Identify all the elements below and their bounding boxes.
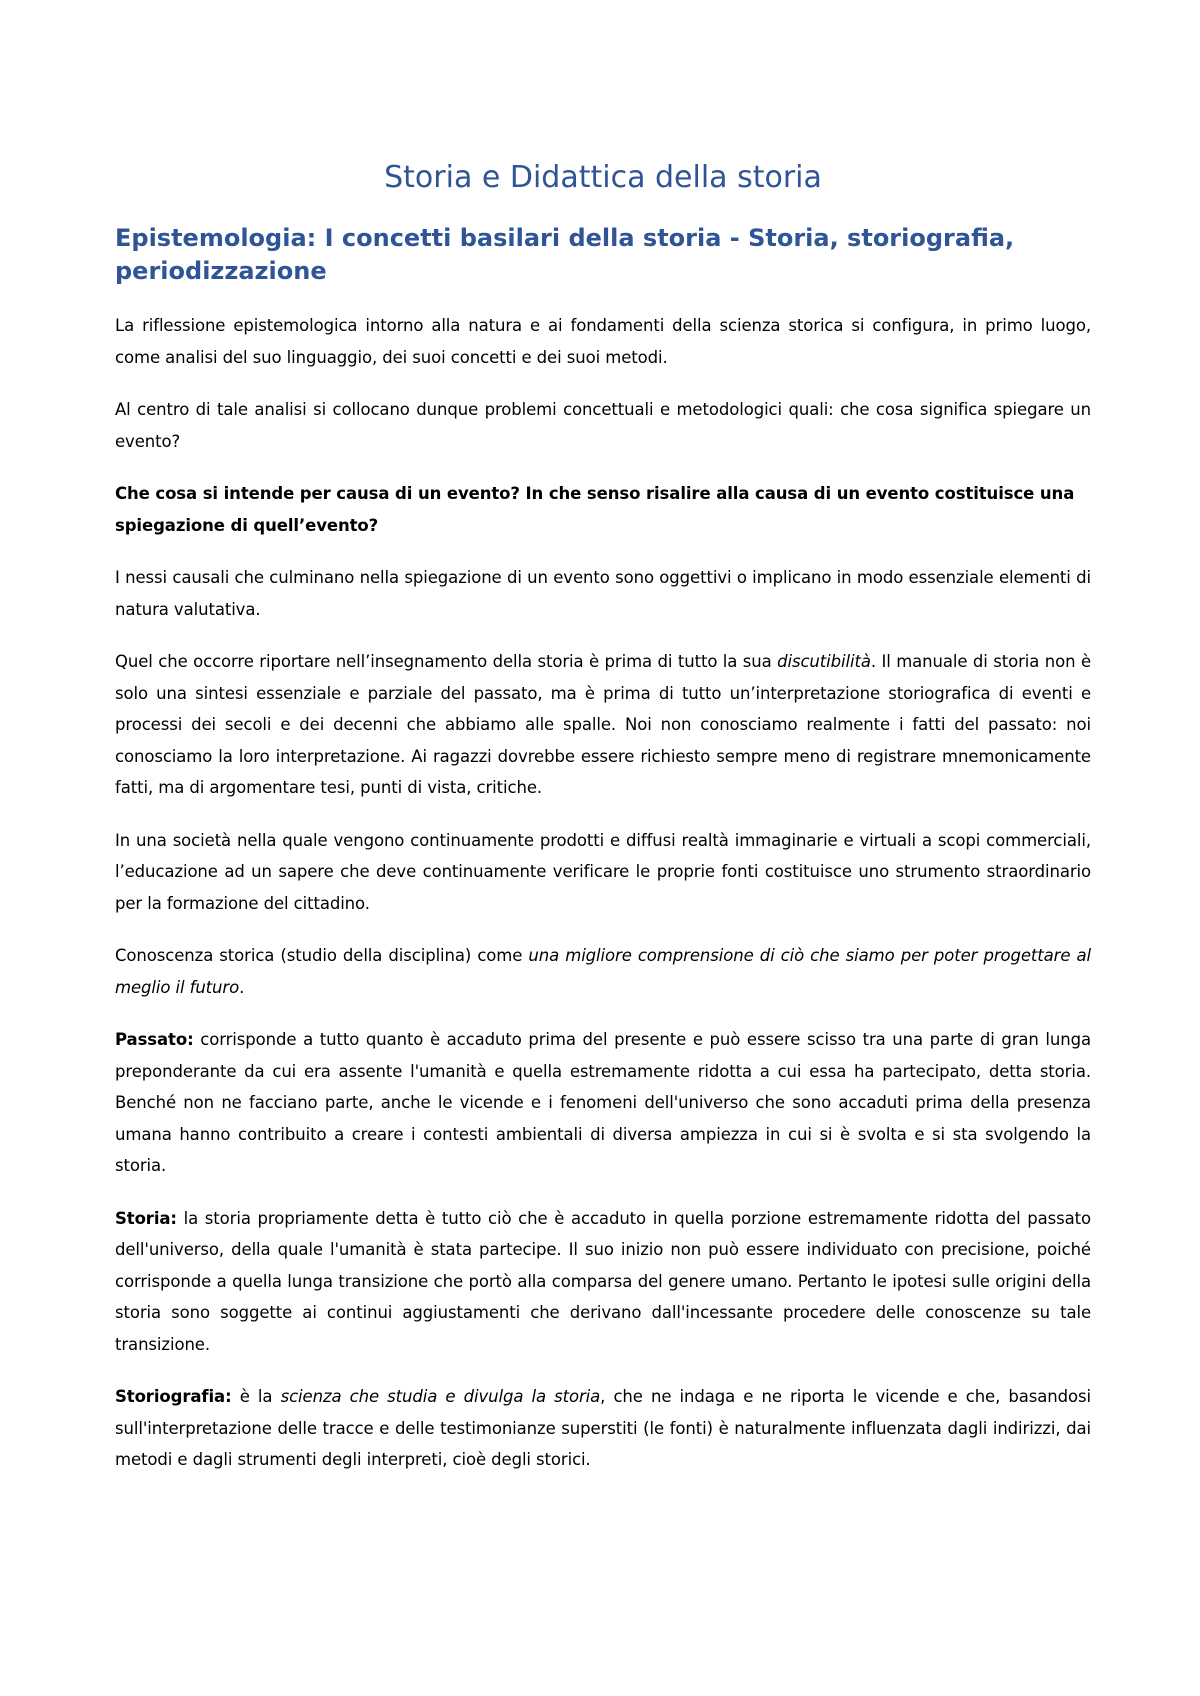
paragraph-analysis: Al centro di tale analisi si collocano dunque problemi concettuali e metodologici quali: che cosa significa spiegare un evento? xyxy=(115,400,1091,451)
italic-text: discutibilità xyxy=(777,652,871,671)
text-run: Conoscenza storica (studio della disciplina) come xyxy=(115,946,529,965)
definition-term: Passato: xyxy=(115,1030,194,1049)
text-run: . xyxy=(239,977,245,997)
text-run: , che ne indaga e ne riporta le vicende e che, basandosi sull'interpretazione delle tracce e delle testimonianze superstiti (le fonti) è naturalmente influenzata dagli indirizzi, dai metodi e dagli strumenti degli interpreti, cioè degli storici. xyxy=(115,1387,1091,1469)
document-title: Storia e Didattica della storia xyxy=(384,160,822,195)
question-heading: Che cosa si intende per causa di un evento? In che senso risalire alla causa di un evento costituisce una spiegazione di quell’evento? xyxy=(115,484,1075,535)
text-run: Quel che occorre riportare nell’insegnamento della storia è prima di tutto la sua xyxy=(115,652,778,671)
italic-text: scienza che studia e divulga la storia xyxy=(280,1387,601,1406)
definition-storia xyxy=(115,1203,1091,1361)
text-run: . Il manuale di storia non è solo una sintesi essenziale e parziale del passato, ma è prima di tutto un’interpretazione storiografica di eventi e processi dei secoli e dei decenni che abbiamo alle spalle. Noi non conosciamo realmente i fatti del passato: noi conosciamo la loro interpretazione. Ai ragazzi dovrebbe essere richiesto sempre meno di registrare mnemonicamente fatti, ma di argomentare tesi, punti di vista, critiche. xyxy=(115,652,1092,797)
text-run: è la xyxy=(231,1387,281,1406)
paragraph-knowledge xyxy=(115,940,1091,1003)
definition-text: corrisponde a tutto quanto è accaduto prima del presente e può essere scisso tra una parte di gran lunga preponderante da cui era assente l'umanità e quella estremamente ridotta a cui essa ha partecipato, detta storia. Benché non ne facciano parte, anche le vicende e i fenomeni dell'universo che sono accaduti prima della presenza umana hanno contribuito a creare i contesti ambientali di diversa ampiezza in cui si è svolta e si sta svolgendo la storia. xyxy=(115,1030,1091,1175)
paragraph-causal-links: I nessi causali che culminano nella spiegazione di un evento sono oggettivi o implicano in modo essenziale elementi di natura valutativa. xyxy=(115,568,1091,619)
paragraph-society: In una società nella quale vengono continuamente prodotti e diffusi realtà immaginarie e virtuali a scopi commerciali, l’educazione ad un sapere che deve continuamente verificare le proprie fonti costituisce uno strumento straordinario per la formazione del cittadino. xyxy=(115,830,1091,913)
definition-passato xyxy=(115,1024,1091,1182)
definition-term: Storia: xyxy=(115,1208,177,1228)
definition-text: la storia propriamente detta è tutto ciò che è accaduto in quella porzione estremamente ridotta del passato dell'universo, della quale l'umanità è stata partecipe. Il suo inizio non può essere individuato con precisione, poiché corrisponde a quella lunga transizione che portò alla comparsa del genere umano. Pertanto le ipotesi sulle origini della storia sono soggette ai continui aggiustamenti che derivano dall'incessante procedere delle conoscenze su tale transizione. xyxy=(115,1208,1091,1354)
definition-storiografia xyxy=(115,1381,1091,1476)
paragraph-teaching xyxy=(115,646,1091,804)
document-page xyxy=(115,158,1091,1497)
italic-text: una migliore comprensione di ciò che siamo per poter progettare al meglio il futuro xyxy=(115,946,1091,997)
definition-term: Storiografia: xyxy=(115,1387,232,1406)
section-heading: Epistemologia: I concetti basilari della storia - Storia, storiografia, periodizzazione xyxy=(115,224,1015,285)
paragraph-intro: La riflessione epistemologica intorno alla natura e ai fondamenti della scienza storica si configura, in primo luogo, come analisi del suo linguaggio, dei suoi concetti e dei suoi metodi. xyxy=(115,316,1091,367)
